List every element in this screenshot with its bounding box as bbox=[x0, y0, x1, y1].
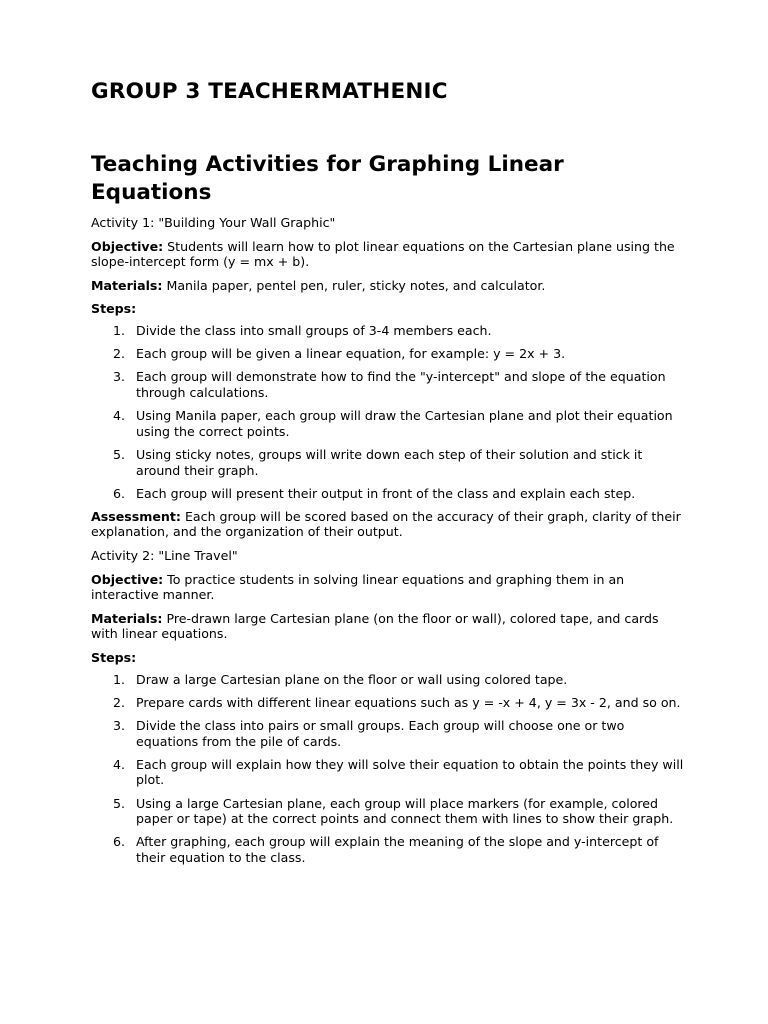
step-text: Using sticky notes, groups will write down each step of their solution and stick it around their graph. bbox=[136, 446, 643, 478]
list-item bbox=[91, 408, 688, 439]
materials-text: Pre-drawn large Cartesian plane (on the floor or wall), colored tape, and cards with linear equations. bbox=[91, 610, 659, 642]
activity-1-heading: Activity 1: "Building Your Wall Graphic" bbox=[91, 215, 336, 230]
step-number: 5. bbox=[113, 795, 126, 811]
step-text: Using a large Cartesian plane, each group will place markers (for example, colored paper or tape) at the correct points and connect them with lines to show their graph. bbox=[136, 795, 674, 827]
activity-2-heading: Activity 2: "Line Travel" bbox=[91, 548, 238, 564]
activity-2-steps-label: Steps: bbox=[91, 650, 137, 666]
step-number: 2. bbox=[113, 346, 126, 362]
step-number: 1. bbox=[113, 671, 126, 687]
step-number: 3. bbox=[113, 369, 126, 385]
list-item bbox=[91, 757, 688, 788]
step-text: Prepare cards with different linear equations such as y = -x + 4, y = 3x - 2, and so on. bbox=[136, 694, 681, 710]
step-number: 6. bbox=[113, 834, 126, 850]
list-item bbox=[91, 834, 688, 865]
materials-label: Materials: bbox=[91, 277, 163, 293]
step-text: Each group will demonstrate how to find the "y-intercept" and slope of the equation through calculations. bbox=[136, 369, 666, 400]
activity-1-steps-list bbox=[91, 323, 688, 501]
step-text: Using Manila paper, each group will draw the Cartesian plane and plot their equation using the correct points. bbox=[136, 408, 673, 439]
step-number: 3. bbox=[113, 718, 126, 733]
activity-2-objective bbox=[91, 572, 688, 603]
step-text: Each group will be given a linear equation, for example: y = 2x + 3. bbox=[136, 346, 566, 362]
list-item bbox=[91, 447, 688, 478]
list-item bbox=[91, 718, 688, 749]
step-number: 4. bbox=[113, 408, 126, 424]
activity-1-assessment bbox=[91, 509, 688, 540]
step-text: Each group will present their output in front of the class and explain each step. bbox=[136, 485, 636, 501]
activity-2-materials bbox=[91, 611, 688, 642]
document-title: GROUP 3 TEACHERMATHENIC bbox=[91, 79, 448, 104]
step-text: After graphing, each group will explain the meaning of the slope and y-intercept of their equation to the class. bbox=[136, 834, 659, 865]
objective-text: To practice students in solving linear equations and graphing them in an interactive manner. bbox=[91, 571, 625, 603]
activity-2-steps-list bbox=[91, 672, 688, 866]
activity-1-objective bbox=[91, 239, 688, 270]
list-item bbox=[91, 369, 688, 400]
objective-label: Objective: bbox=[91, 238, 164, 254]
step-text: Divide the class into pairs or small groups. Each group will choose one or two equations from the pile of cards. bbox=[136, 718, 625, 749]
objective-text: Students will learn how to plot linear equations on the Cartesian plane using the slope-intercept form (y = mx + b). bbox=[91, 238, 675, 270]
step-text: Each group will explain how they will solve their equation to obtain the points they will plot. bbox=[136, 756, 684, 788]
step-number: 5. bbox=[113, 446, 126, 462]
activity-1-materials bbox=[91, 278, 688, 294]
list-item bbox=[91, 346, 688, 362]
list-item bbox=[91, 486, 688, 502]
list-item bbox=[91, 796, 688, 827]
step-number: 2. bbox=[113, 694, 126, 710]
step-number: 6. bbox=[113, 485, 126, 501]
step-text: Divide the class into small groups of 3-4 members each. bbox=[136, 322, 492, 338]
materials-label: Materials: bbox=[91, 610, 163, 626]
list-item bbox=[91, 695, 688, 711]
section-title: Teaching Activities for Graphing Linear Equations bbox=[91, 152, 564, 205]
activity-1-steps-label: Steps: bbox=[91, 301, 137, 317]
list-item bbox=[91, 672, 688, 688]
step-number: 1. bbox=[113, 322, 126, 338]
assessment-text: Each group will be scored based on the accuracy of their graph, clarity of their explanation, and the organization of their output. bbox=[91, 508, 681, 540]
objective-label: Objective: bbox=[91, 571, 164, 587]
assessment-label: Assessment: bbox=[91, 508, 181, 524]
materials-text: Manila paper, pentel pen, ruler, sticky notes, and calculator. bbox=[162, 277, 546, 293]
step-number: 4. bbox=[113, 756, 126, 772]
list-item bbox=[91, 323, 688, 339]
step-text: Draw a large Cartesian plane on the floor or wall using colored tape. bbox=[136, 671, 568, 687]
